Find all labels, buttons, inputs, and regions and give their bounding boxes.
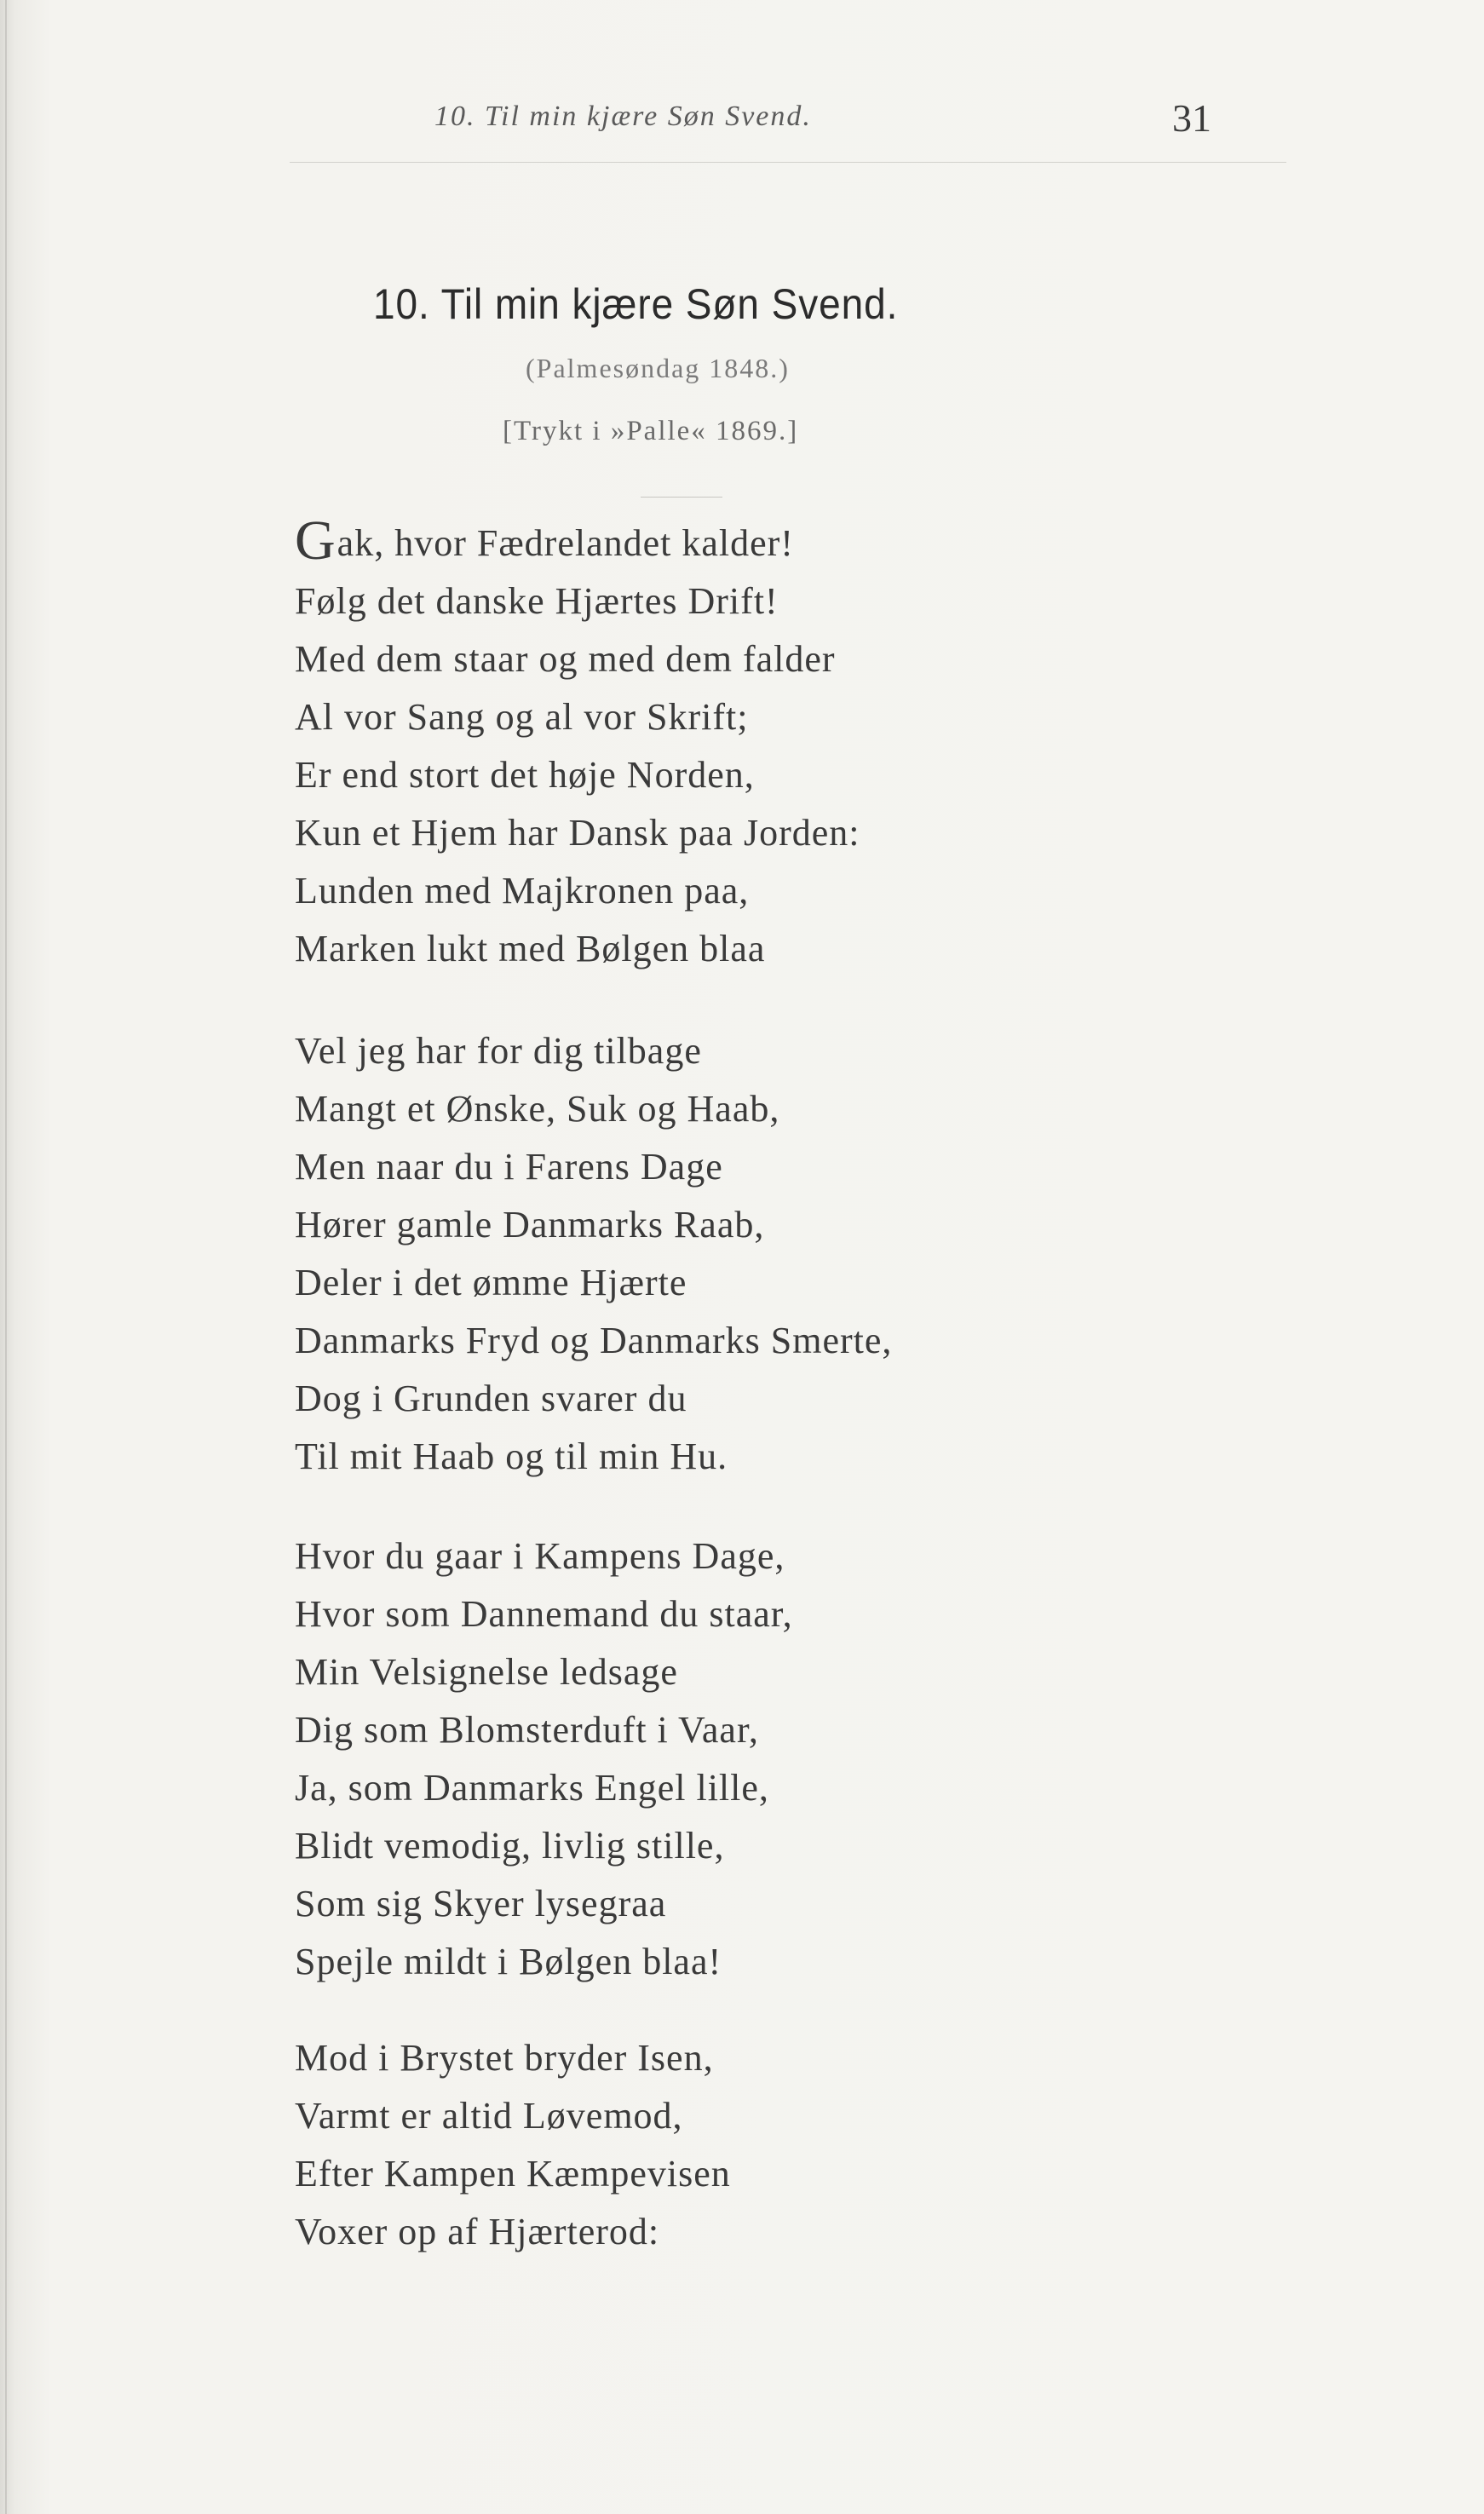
verse-line: Deler i det ømme Hjærte: [295, 1262, 687, 1303]
verse-line: Mod i Brystet bryder Isen,: [295, 2037, 714, 2079]
title-divider: [641, 497, 722, 498]
poem-subtitle: (Palmesøndag 1848.): [526, 353, 790, 383]
verse-line: Følg det danske Hjærtes Drift!: [295, 580, 779, 622]
verse-line: Til mit Haab og til min Hu.: [295, 1435, 728, 1477]
verse-line: Danmarks Fryd og Danmarks Smerte,: [295, 1320, 893, 1361]
header-rule: [290, 162, 1286, 163]
verse-line: Men naar du i Farens Dage: [295, 1146, 723, 1188]
verse-line: Dig som Blomsterduft i Vaar,: [295, 1709, 759, 1751]
initial-letter: G: [295, 509, 336, 572]
verse-line: Er end stort det høje Norden,: [295, 754, 755, 796]
verse-line-first: [295, 509, 860, 572]
verse-line: Efter Kampen Kæmpevisen: [295, 2153, 731, 2195]
verse-line: Kun et Hjem har Dansk paa Jorden:: [295, 812, 860, 854]
verse-line-text: ak, hvor Fædrelandet kalder!: [336, 522, 794, 564]
verse-line: Varmt er altid Løvemod,: [295, 2095, 683, 2137]
poem-title: 10. Til min kjære Søn Svend.: [373, 280, 899, 328]
stanza-4: [295, 2029, 731, 2261]
verse-line: Al vor Sang og al vor Skrift;: [295, 696, 749, 738]
verse-line: Spejle mildt i Bølgen blaa!: [295, 1941, 722, 1982]
page-number: 31: [1172, 96, 1211, 140]
verse-line: Hvor du gaar i Kampens Dage,: [295, 1535, 785, 1577]
verse-line: Dog i Grunden svarer du: [295, 1378, 687, 1419]
verse-line: Min Velsignelse ledsage: [295, 1651, 678, 1693]
verse-line: Med dem staar og med dem falder: [295, 638, 836, 680]
page-gutter-edge: [5, 0, 7, 2514]
verse-line: Hvor som Dannemand du staar,: [295, 1593, 793, 1635]
verse-line: Vel jeg har for dig tilbage: [295, 1030, 702, 1072]
verse-line: Lunden med Majkronen paa,: [295, 870, 750, 912]
running-title: 10. Til min kjære Søn Svend.: [434, 101, 812, 132]
verse-line: Hører gamle Danmarks Raab,: [295, 1204, 765, 1245]
running-head: [0, 95, 1484, 147]
verse-line: Marken lukt med Bølgen blaa: [295, 928, 766, 969]
verse-line: Ja, som Danmarks Engel lille,: [295, 1767, 769, 1809]
stanza-3: [295, 1527, 793, 1991]
verse-line: Som sig Skyer lysegraa: [295, 1883, 667, 1924]
verse-line: Mangt et Ønske, Suk og Haab,: [295, 1088, 780, 1130]
stanza-2: [295, 1022, 892, 1486]
stanza-1: [295, 509, 860, 978]
verse-line: Voxer op af Hjærterod:: [295, 2211, 660, 2252]
verse-line: Blidt vemodig, livlig stille,: [295, 1825, 725, 1867]
publication-note: [Trykt i »Palle« 1869.]: [503, 416, 799, 446]
